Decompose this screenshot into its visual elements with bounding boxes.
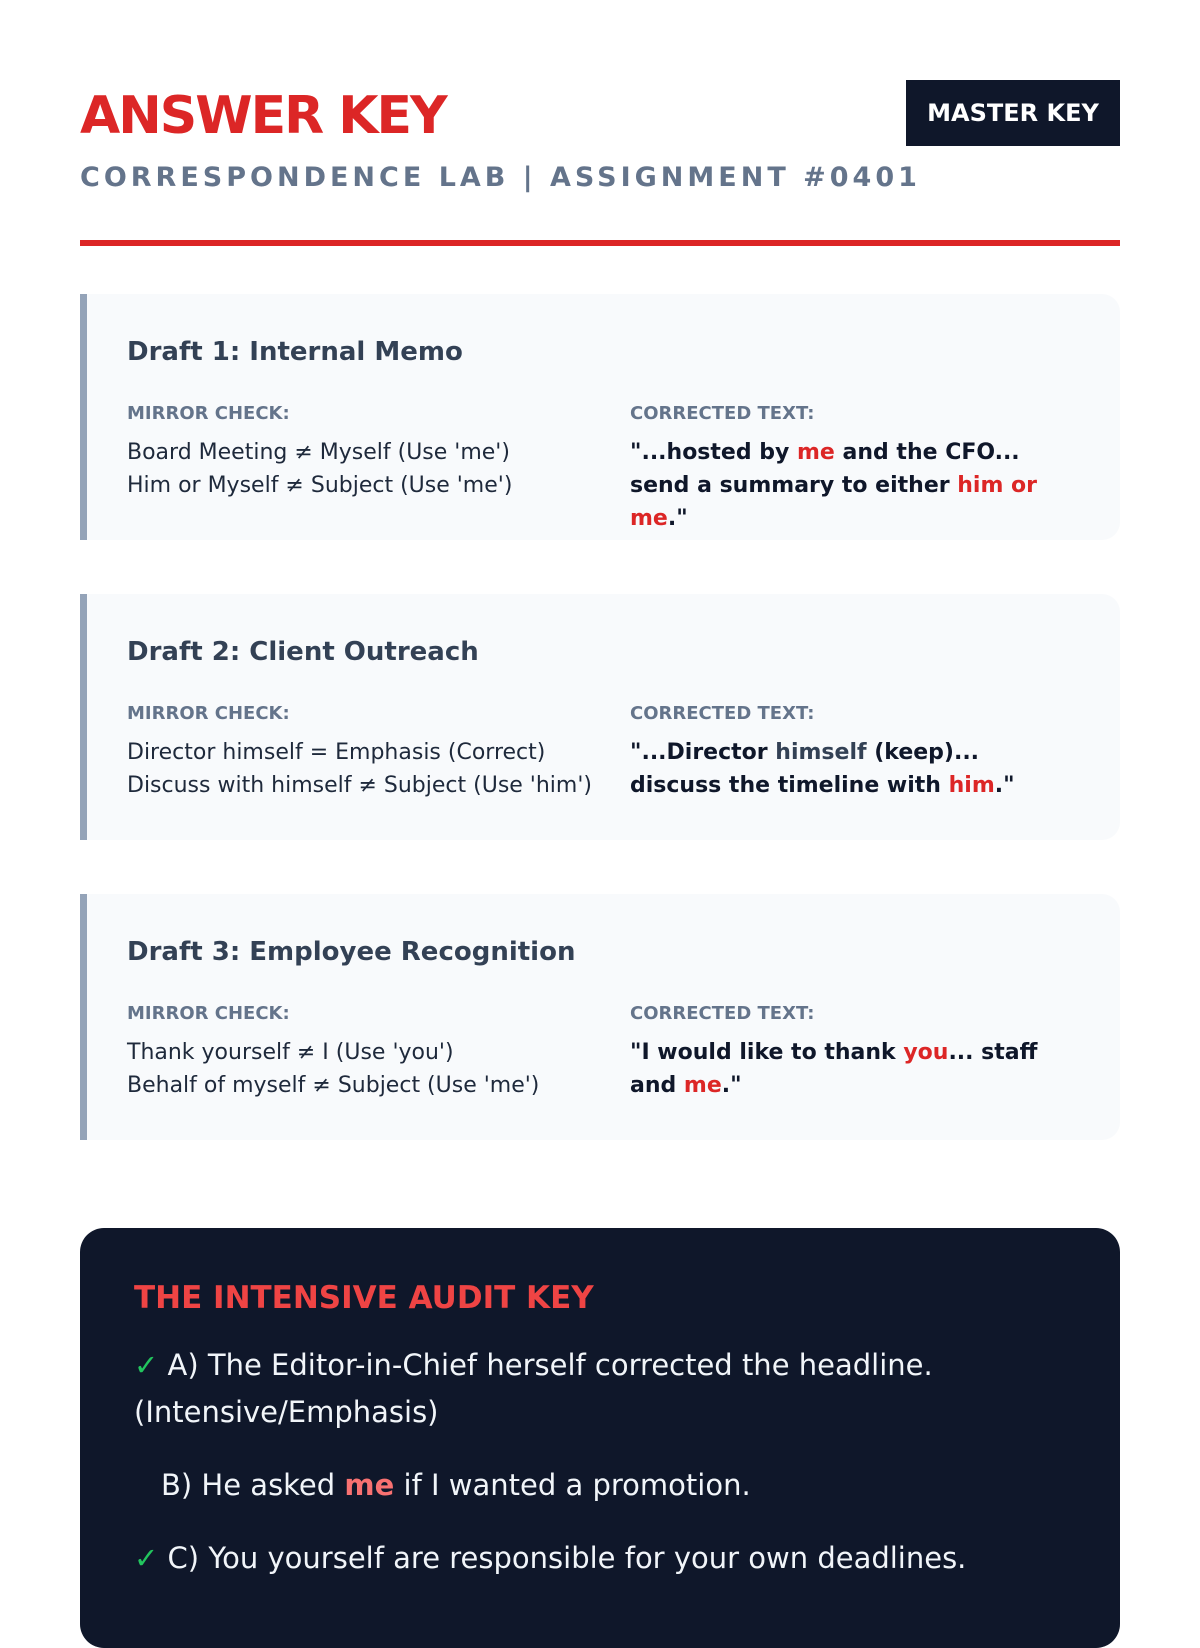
corrected-text-part: ." (721, 1073, 742, 1098)
corrected-text-label: CORRECTED TEXT: (630, 703, 815, 724)
draft-title: Draft 3: Employee Recognition (127, 937, 576, 967)
mirror-check-line: Board Meeting ≠ Myself (Use 'me') (127, 440, 510, 465)
header (80, 0, 1120, 246)
mirror-check-section (127, 402, 630, 535)
corrected-text (630, 736, 1070, 802)
check-icon: ✓ (134, 1348, 159, 1382)
corrected-highlight: me (797, 440, 835, 465)
corrected-text-part: ." (994, 773, 1015, 798)
draft-title: Draft 1: Internal Memo (127, 337, 463, 367)
corrected-text-part: "...hosted by (630, 440, 797, 465)
check-icon: ✓ (134, 1541, 159, 1575)
intensive-audit-panel (80, 1228, 1120, 1648)
draft-title: Draft 2: Client Outreach (127, 637, 479, 667)
corrected-text-part: ... staff and (630, 1040, 1038, 1098)
corrected-highlight: himself (775, 740, 867, 765)
mirror-check-label: MIRROR CHECK: (127, 1003, 290, 1024)
mirror-check-line: Director himself = Emphasis (Correct) (127, 740, 546, 765)
audit-item (134, 1535, 1066, 1582)
corrected-text-part: "...Director (630, 740, 776, 765)
audit-highlight: me (344, 1468, 395, 1502)
answer-key-page (80, 0, 1120, 1575)
page-subtitle: CORRESPONDENCE LAB | ASSIGNMENT #0401 (80, 162, 921, 193)
corrected-text (630, 1036, 1070, 1102)
mirror-check-section (127, 702, 630, 802)
mirror-check-label: MIRROR CHECK: (127, 703, 290, 724)
audit-item-text: A) The Editor-in-Chief herself corrected the headline. (Intensive/Emphasis) (134, 1348, 933, 1429)
corrected-highlight: me (683, 1073, 722, 1098)
page-title: ANSWER KEY (80, 86, 446, 146)
master-key-badge: MASTER KEY (906, 80, 1120, 146)
audit-item-text: if I wanted a promotion. (394, 1468, 751, 1502)
corrected-text-section (630, 702, 1070, 802)
draft-card-2 (80, 594, 1120, 840)
audit-item (134, 1462, 1066, 1509)
audit-item (134, 1342, 1066, 1436)
draft-card-1 (80, 294, 1120, 540)
corrected-text-label: CORRECTED TEXT: (630, 403, 815, 424)
corrected-text-part: ." (667, 506, 688, 531)
corrected-text-part: (keep)... discuss the timeline with (630, 740, 980, 798)
mirror-check-line: Him or Myself ≠ Subject (Use 'me') (127, 473, 513, 498)
mirror-check-line: Thank yourself ≠ I (Use 'you') (127, 1040, 454, 1065)
corrected-text-label: CORRECTED TEXT: (630, 1003, 815, 1024)
audit-item-text: B) He asked (161, 1468, 345, 1502)
corrected-text-part: and the CFO... send a summary to either (630, 440, 1020, 498)
corrected-highlight: him or me (630, 473, 1037, 531)
mirror-check-section (127, 1002, 630, 1102)
corrected-highlight: him (948, 773, 995, 798)
header-divider (80, 240, 1120, 246)
corrected-text-part: "I would like to thank (630, 1040, 904, 1065)
mirror-check-line: Discuss with himself ≠ Subject (Use 'him') (127, 773, 592, 798)
audit-title: THE INTENSIVE AUDIT KEY (134, 1280, 594, 1316)
corrected-text (630, 436, 1070, 535)
corrected-text-section (630, 1002, 1070, 1102)
mirror-check-line: Behalf of myself ≠ Subject (Use 'me') (127, 1073, 540, 1098)
draft-card-3 (80, 894, 1120, 1140)
corrected-highlight: you (903, 1040, 949, 1065)
corrected-text-section (630, 402, 1070, 535)
mirror-check-label: MIRROR CHECK: (127, 403, 290, 424)
audit-item-text: C) You yourself are responsible for your own deadlines. (167, 1541, 967, 1575)
